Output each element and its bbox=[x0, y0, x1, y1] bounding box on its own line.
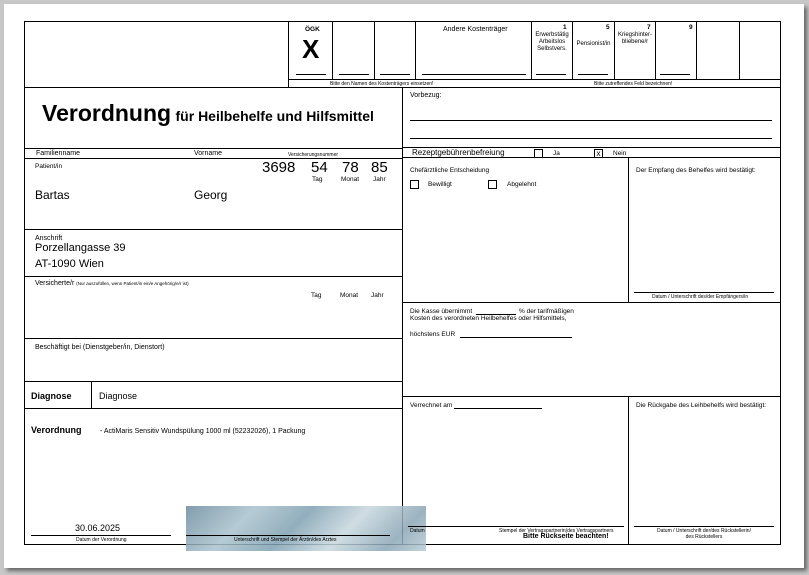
birth-jahr-value: 85 bbox=[371, 159, 388, 176]
versicherter-note: (Nur auszufüllen, wenn Patient/in ein/e Angehörig/e/r ist) bbox=[76, 281, 189, 286]
rezeptgebuehr-ja-checkbox[interactable] bbox=[534, 149, 543, 158]
frame-top bbox=[24, 21, 781, 22]
andere-kostentraeger-label: Andere Kostenträger bbox=[443, 26, 508, 33]
birth-monat-label: Monat bbox=[341, 176, 360, 183]
vers-jahr-label: Jahr bbox=[371, 292, 384, 299]
bottom-datum-label: Datum bbox=[410, 528, 425, 534]
diagnose-value: Diagnose bbox=[99, 391, 138, 401]
bewilligt-label: Bewilligt bbox=[428, 181, 452, 188]
bitte-feld-hint: Bitte zutreffendes Feld bezeichnen! bbox=[594, 81, 673, 87]
bewilligt-checkbox[interactable] bbox=[410, 180, 419, 189]
versicherter-title: Versicherte/r bbox=[35, 280, 75, 287]
frame-left bbox=[24, 21, 25, 545]
vsnr-label: Versicherungsnummer bbox=[288, 152, 339, 158]
verordnung-text: - ActiMaris Sensitiv Wundspülung 1000 ml (52232026), 1 Packung bbox=[100, 428, 306, 435]
vers-monat-label: Monat bbox=[340, 292, 359, 299]
beschaeftigt-label: Beschäftigt bei (Dienstgeber/in, Dienstort) bbox=[35, 344, 165, 351]
chefarzt-label: Chefärztliche Entscheidung bbox=[410, 167, 490, 174]
vsnr-value: 3698 bbox=[262, 159, 296, 176]
prescription-form bbox=[4, 4, 804, 568]
familienname-label: Familienname bbox=[36, 150, 80, 157]
oegk-checkbox[interactable]: X bbox=[302, 34, 320, 64]
rueckgabe-sig2: des Rückstellers bbox=[685, 534, 723, 540]
rueckgabe-sig1: Datum / Unterschrift der/des Rückstellerin/ bbox=[657, 528, 751, 534]
col7-num: 7 bbox=[647, 24, 651, 31]
birth-jahr-label: Jahr bbox=[373, 176, 386, 183]
birth-monat-value: 78 bbox=[342, 159, 359, 176]
empfang-label: Der Empfang des Behelfes wird bestätigt: bbox=[636, 167, 756, 174]
col9-num: 9 bbox=[689, 24, 693, 31]
col1-num: 1 bbox=[563, 24, 567, 31]
patient-vorname: Georg bbox=[194, 188, 228, 202]
abgelehnt-checkbox[interactable] bbox=[488, 180, 497, 189]
arzt-stamp-image bbox=[186, 506, 426, 551]
verordnung-label: Verordnung bbox=[31, 425, 82, 435]
col1-label1: Erwerbstätig bbox=[535, 32, 569, 38]
rueckseite-hint: Bitte Rückseite beachten! bbox=[523, 533, 609, 540]
title-main: Verordnung bbox=[42, 100, 172, 126]
rezeptgebuehr-label: Rezeptgebührenbefreiung bbox=[412, 148, 505, 157]
diagnose-label: Diagnose bbox=[31, 391, 72, 401]
stempel-label: Stempel der Vertragspartnerin/des Vertragspartners bbox=[499, 528, 614, 534]
arzt-signature-label: Unterschrift und Stempel der Ärztin/des Arztes bbox=[234, 537, 337, 543]
form-title bbox=[42, 100, 374, 127]
birth-tag-value: 54 bbox=[311, 159, 328, 176]
col5-num: 5 bbox=[606, 24, 610, 31]
vers-tag-label: Tag bbox=[311, 292, 322, 299]
patient-familienname: Bartas bbox=[35, 188, 70, 202]
kasse-line2: Kosten des verordneten Heilbehelfes oder Hilfsmittels, bbox=[410, 315, 567, 322]
anschrift-line2: AT-1090 Wien bbox=[35, 258, 104, 270]
frame-right bbox=[780, 21, 781, 545]
col1-label2: Arbeitslos bbox=[538, 39, 566, 45]
rezeptgebuehr-ja-label: Ja bbox=[553, 150, 560, 157]
bitte-namen-hint: Bitte den Namen des Kostenträgers einsetzen! bbox=[330, 81, 434, 87]
vorname-label: Vorname bbox=[194, 150, 223, 157]
rezeptgebuehr-nein-label: Nein bbox=[613, 150, 627, 157]
rezeptgebuehr-nein-checkbox[interactable]: x bbox=[594, 149, 603, 158]
versicherter-label bbox=[35, 280, 189, 287]
datum-label: Datum der Verordnung bbox=[76, 537, 127, 543]
kasse-line3: höchstens EUR bbox=[410, 331, 456, 338]
birth-tag-label: Tag bbox=[312, 176, 323, 183]
col5-label1: Pensionist/in bbox=[576, 41, 611, 47]
rueckgabe-label: Die Rückgabe des Leihbehelfs wird bestätigt: bbox=[636, 402, 767, 409]
vorbezug-label: Vorbezug: bbox=[410, 92, 442, 99]
verordnung-datum: 30.06.2025 bbox=[75, 523, 121, 533]
col1-label3: Selbstvers. bbox=[537, 46, 567, 52]
anschrift-label: Anschrift bbox=[35, 235, 63, 242]
kasse-line1a: Die Kasse übernimmt bbox=[410, 308, 473, 315]
verrechnet-label: Verrechnet am bbox=[410, 402, 453, 409]
col7-label1: Kriegshinter- bbox=[617, 32, 652, 38]
patient-label: Patient/in bbox=[35, 163, 63, 170]
oegk-label: ÖGK bbox=[305, 26, 320, 33]
col7-label2: bliebene/r bbox=[621, 39, 649, 45]
abgelehnt-label: Abgelehnt bbox=[507, 181, 537, 188]
title-sub: für Heilbehelfe und Hilfsmittel bbox=[175, 108, 374, 124]
kasse-line1b: % der tarifmäßigen bbox=[519, 308, 574, 315]
empfang-signature-label: Datum / Unterschrift des/der Empfängers/in bbox=[652, 294, 749, 300]
anschrift-line1: Porzellangasse 39 bbox=[35, 242, 126, 254]
